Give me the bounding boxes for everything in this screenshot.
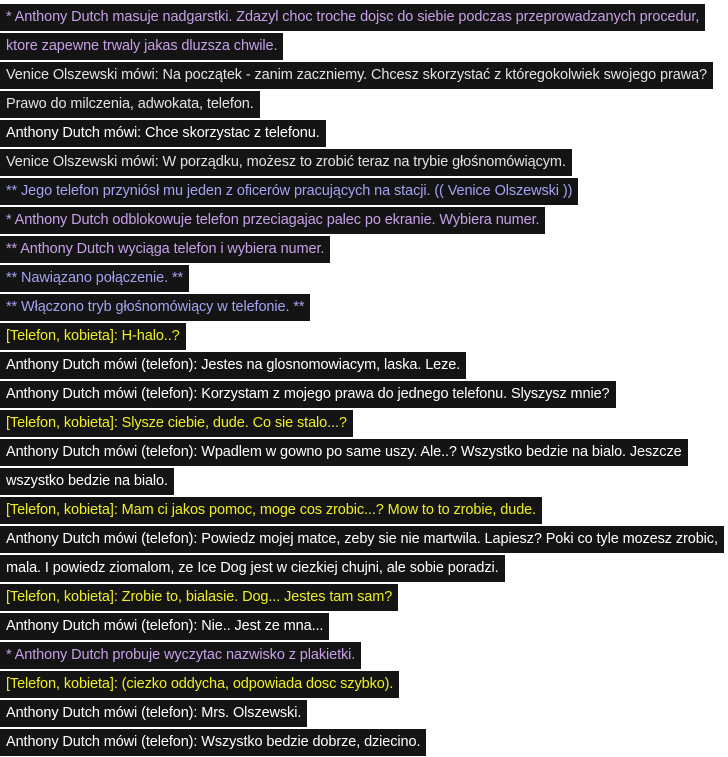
chat-line [0,206,728,235]
chat-line [0,177,728,206]
chat-line-text: Venice Olszewski mówi: Na początek - zanim zaczniemy. Chcesz skorzystać z któregokolwiek swojego prawa? Prawo do milczenia, adwokata, telefon. [0,62,713,118]
chat-line-text: [Telefon, kobieta]: Slysze ciebie, dude. Co sie stalo...? [0,410,353,437]
chat-line-text: Anthony Dutch mówi (telefon): Korzystam z mojego prawa do jednego telefonu. Slyszysz mnie? [0,381,616,408]
chat-line [0,583,728,612]
chat-line [0,235,728,264]
chat-line [0,148,728,177]
chat-line-text: [Telefon, kobieta]: (ciezko oddycha, odpowiada dosc szybko). [0,671,399,698]
chat-line [0,61,728,119]
chat-line-text: * Anthony Dutch probuje wyczytac nazwisko z plakietki. [0,642,361,669]
chat-line-text: Anthony Dutch mówi (telefon): Mrs. Olszewski. [0,700,307,727]
chat-line-text: ** Włączono tryb głośnomówiący w telefonie. ** [0,294,310,321]
chat-line-text: Anthony Dutch mówi (telefon): Wpadlem w gowno po same uszy. Ale..? Wszystko bedzie na bialo. Jeszcze wszystko bedzie na bialo. [0,439,688,495]
chat-line [0,409,728,438]
chat-line [0,3,728,61]
chat-line [0,322,728,351]
chat-line-text: * Anthony Dutch masuje nadgarstki. Zdazyl choc troche dojsc do siebie podczas przeprowadzanych procedur, ktore zapewne trwaly jakas dluzsza chwile. [0,4,705,60]
chat-line [0,699,728,728]
chat-line-text: * Anthony Dutch odblokowuje telefon przeciagajac palec po ekranie. Wybiera numer. [0,207,545,234]
chat-line [0,728,728,757]
chat-line-text: Anthony Dutch mówi (telefon): Wszystko bedzie dobrze, dziecino. [0,729,426,756]
chat-line-text: Venice Olszewski mówi: W porządku, możesz to zrobić teraz na trybie głośnomówiącym. [0,149,572,176]
chat-line-text: ** Nawiązano połączenie. ** [0,265,189,292]
chat-line-text: Anthony Dutch mówi: Chce skorzystac z telefonu. [0,120,326,147]
chat-line [0,670,728,699]
chat-line-text: [Telefon, kobieta]: Mam ci jakos pomoc, moge cos zrobic...? Mow to to zrobie, dude. [0,497,542,524]
chat-line-text: Anthony Dutch mówi (telefon): Powiedz mojej matce, zeby sie nie martwila. Lapiesz? Poki co tyle mozesz zrobic, mala. I powiedz ziomalom, ze Ice Dog jest w ciezkiej chujni, ale sobie poradzi. [0,526,724,582]
chat-line-text: ** Anthony Dutch wyciąga telefon i wybiera numer. [0,236,330,263]
chat-line [0,496,728,525]
chat-line-text: Anthony Dutch mówi (telefon): Nie.. Jest ze mna... [0,613,329,640]
chat-line [0,612,728,641]
chat-line [0,380,728,409]
chat-line [0,293,728,322]
chat-line-text: [Telefon, kobieta]: H-halo..? [0,323,186,350]
chat-log [0,3,728,757]
chat-line [0,525,728,583]
chat-line-text: Anthony Dutch mówi (telefon): Jestes na glosnomowiacym, laska. Leze. [0,352,466,379]
chat-line-text: ** Jego telefon przyniósł mu jeden z oficerów pracujących na stacji. (( Venice Olszewski )) [0,178,578,205]
chat-line [0,351,728,380]
chat-line [0,641,728,670]
chat-line [0,264,728,293]
chat-line [0,438,728,496]
chat-line [0,119,728,148]
chat-line-text: [Telefon, kobieta]: Zrobie to, bialasie. Dog... Jestes tam sam? [0,584,398,611]
